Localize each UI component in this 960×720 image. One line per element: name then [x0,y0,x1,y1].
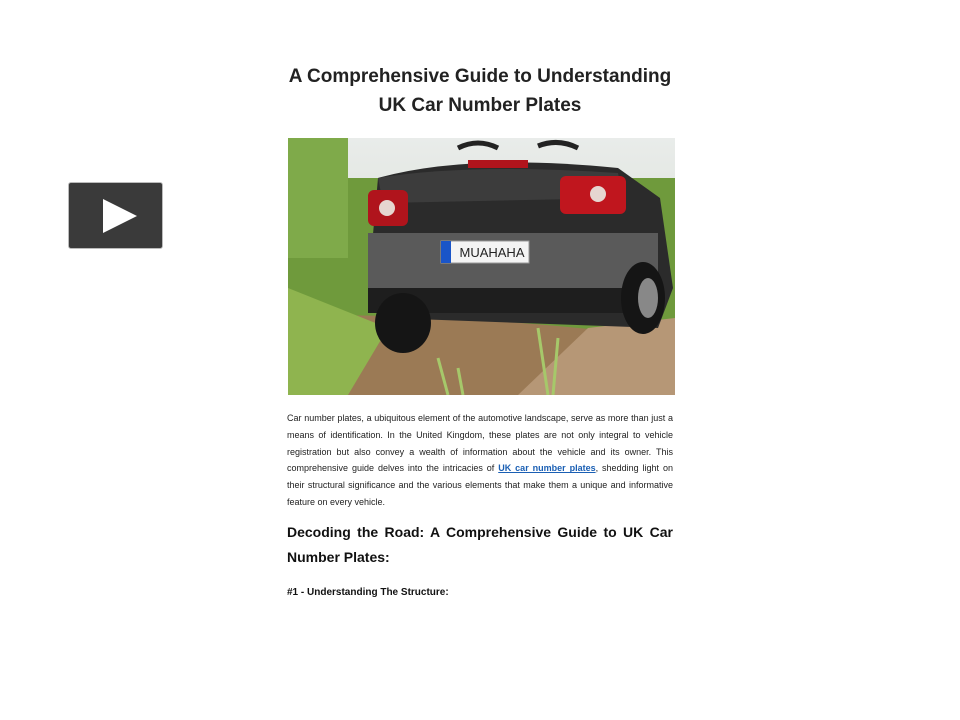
intro-text-continued: , shedding light on their structural significance and the various elements that make them a unique and informative feature on every vehicle. [287,463,673,507]
section-heading: Decoding the Road: A Comprehensive Guide to UK Car Number Plates: [287,524,673,565]
page-title [270,62,690,120]
intro-paragraph [287,410,673,511]
play-icon [69,183,164,250]
title-line-1: A Comprehensive Guide to Understanding [288,66,672,87]
play-button[interactable] [68,182,163,249]
title-line-2: UK Car Number Plates [378,95,582,116]
intro-text: Car number plates, a ubiquitous element of the automotive landscape, serve as more than just a means of identification. In the United Kingdom, these plates are not only integral to vehicle registration but also convey a wealth of information about the vehicle and its owner. This comprehensive guide delves into the intricacies of [287,413,673,474]
subsection-heading: #1 - Understanding The Structure: [287,587,449,598]
car-photo [288,138,675,395]
uk-car-number-plates-link[interactable]: UK car number plates [498,463,596,474]
license-plate-text: MUAHAHA [459,245,525,260]
